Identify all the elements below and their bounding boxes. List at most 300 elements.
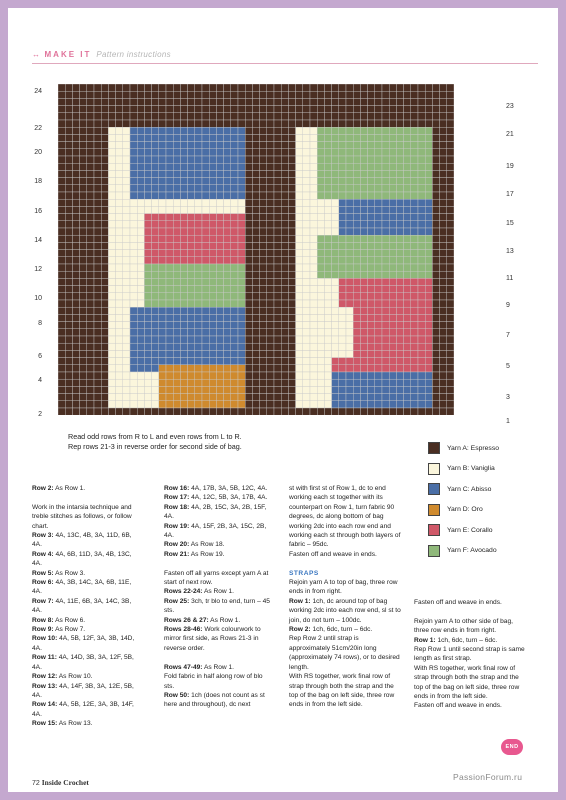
- chart-cell: [87, 185, 94, 192]
- chart-cell: [123, 264, 130, 271]
- chart-cell: [432, 343, 439, 350]
- chart-cell: [216, 250, 223, 257]
- chart-cell: [317, 120, 324, 127]
- chart-cell: [224, 322, 231, 329]
- chart-cell: [152, 293, 159, 300]
- chart-cell: [324, 242, 331, 249]
- chart-cell: [310, 91, 317, 98]
- row-number-right: 23: [506, 103, 514, 110]
- chart-cell: [296, 286, 303, 293]
- chart-cell: [94, 192, 101, 199]
- chart-cell: [389, 322, 396, 329]
- chart-cell: [396, 271, 403, 278]
- chart-cell: [224, 350, 231, 357]
- chart-cell: [303, 350, 310, 357]
- chart-cell: [267, 127, 274, 134]
- chart-cell: [396, 84, 403, 91]
- chart-cell: [173, 329, 180, 336]
- chart-cell: [274, 156, 281, 163]
- chart-cell: [260, 221, 267, 228]
- chart-cell: [180, 163, 187, 170]
- chart-cell: [231, 408, 238, 415]
- chart-cell: [238, 142, 245, 149]
- chart-cell: [432, 221, 439, 228]
- chart-cell: [274, 286, 281, 293]
- chart-cell: [58, 271, 65, 278]
- chart-cell: [440, 149, 447, 156]
- chart-cell: [310, 113, 317, 120]
- chart-cell: [317, 322, 324, 329]
- chart-cell: [108, 206, 115, 213]
- chart-cell: [440, 408, 447, 415]
- chart-cell: [144, 343, 151, 350]
- chart-cell: [346, 365, 353, 372]
- chart-cell: [72, 235, 79, 242]
- chart-cell: [231, 293, 238, 300]
- chart-cell: [231, 156, 238, 163]
- chart-cell: [260, 300, 267, 307]
- chart-cell: [267, 401, 274, 408]
- chart-cell: [332, 134, 339, 141]
- chart-cell: [159, 307, 166, 314]
- chart-cell: [339, 401, 346, 408]
- chart-cell: [310, 84, 317, 91]
- chart-cell: [288, 235, 295, 242]
- chart-cell: [353, 170, 360, 177]
- chart-cell: [267, 329, 274, 336]
- chart-cell: [360, 235, 367, 242]
- chart-cell: [274, 142, 281, 149]
- chart-cell: [72, 156, 79, 163]
- legend-label: Yarn C: Abisso: [447, 485, 492, 493]
- chart-cell: [418, 149, 425, 156]
- chart-cell: [224, 235, 231, 242]
- chart-cell: [216, 293, 223, 300]
- instruction-paragraph: [32, 616, 140, 625]
- chart-cell: [288, 329, 295, 336]
- chart-cell: [375, 322, 382, 329]
- chart-cell: [368, 350, 375, 357]
- chart-cell: [209, 185, 216, 192]
- chart-cell: [375, 235, 382, 242]
- chart-cell: [209, 199, 216, 206]
- chart-cell: [87, 199, 94, 206]
- chart-cell: [152, 192, 159, 199]
- chart-cell: [317, 163, 324, 170]
- chart-cell: [281, 228, 288, 235]
- chart-cell: [137, 408, 144, 415]
- chart-cell: [137, 401, 144, 408]
- chart-cell: [310, 322, 317, 329]
- chart-cell: [72, 408, 79, 415]
- chart-cell: [101, 365, 108, 372]
- legend-item: [428, 459, 499, 480]
- chart-cell: [94, 271, 101, 278]
- chart-cell: [288, 142, 295, 149]
- chart-cell: [94, 350, 101, 357]
- chart-cell: [346, 408, 353, 415]
- chart-cell: [317, 394, 324, 401]
- chart-cell: [267, 185, 274, 192]
- chart-cell: [80, 106, 87, 113]
- chart-cell: [130, 170, 137, 177]
- chart-cell: [396, 242, 403, 249]
- chart-cell: [245, 394, 252, 401]
- chart-cell: [260, 394, 267, 401]
- chart-cell: [447, 206, 454, 213]
- chart-cell: [324, 365, 331, 372]
- chart-cell: [317, 98, 324, 105]
- chart-cell: [332, 235, 339, 242]
- chart-cell: [209, 134, 216, 141]
- chart-cell: [166, 329, 173, 336]
- chart-cell: [389, 372, 396, 379]
- chart-cell: [288, 300, 295, 307]
- row-number-left: 6: [38, 353, 42, 360]
- chart-cell: [159, 322, 166, 329]
- chart-cell: [432, 206, 439, 213]
- chart-cell: [440, 314, 447, 321]
- chart-cell: [116, 293, 123, 300]
- chart-cell: [267, 84, 274, 91]
- chart-cell: [238, 271, 245, 278]
- instruction-paragraph: [32, 503, 140, 531]
- chart-cell: [389, 185, 396, 192]
- chart-cell: [274, 192, 281, 199]
- chart-cell: [108, 91, 115, 98]
- chart-cell: [209, 221, 216, 228]
- chart-cell: [360, 379, 367, 386]
- chart-cell: [432, 401, 439, 408]
- instruction-paragraph: [289, 634, 401, 672]
- chart-cell: [353, 286, 360, 293]
- chart-cell: [360, 142, 367, 149]
- chart-cell: [144, 336, 151, 343]
- chart-cell: [108, 106, 115, 113]
- chart-cell: [94, 98, 101, 105]
- chart-cell: [425, 372, 432, 379]
- chart-cell: [252, 178, 259, 185]
- chart-cell: [267, 149, 274, 156]
- chart-cell: [72, 185, 79, 192]
- chart-cell: [440, 235, 447, 242]
- chart-cell: [296, 314, 303, 321]
- chart-cell: [188, 242, 195, 249]
- chart-cell: [360, 358, 367, 365]
- chart-cell: [108, 336, 115, 343]
- chart-cell: [252, 365, 259, 372]
- chart-cell: [159, 178, 166, 185]
- chart-cell: [339, 156, 346, 163]
- chart-cell: [152, 300, 159, 307]
- chart-cell: [159, 286, 166, 293]
- chart-cell: [202, 156, 209, 163]
- chart-cell: [137, 192, 144, 199]
- chart-cell: [404, 156, 411, 163]
- chart-cell: [152, 365, 159, 372]
- chart-cell: [188, 343, 195, 350]
- chart-cell: [188, 314, 195, 321]
- chart-cell: [80, 401, 87, 408]
- chart-cell: [252, 106, 259, 113]
- chart-cell: [231, 322, 238, 329]
- chart-cell: [130, 358, 137, 365]
- chart-cell: [360, 372, 367, 379]
- chart-cell: [447, 235, 454, 242]
- chart-cell: [188, 221, 195, 228]
- chart-cell: [303, 322, 310, 329]
- chart-cell: [332, 199, 339, 206]
- chart-cell: [108, 149, 115, 156]
- chart-cell: [72, 113, 79, 120]
- instruction-paragraph: [164, 663, 274, 672]
- row-label: Row 15:: [32, 720, 58, 728]
- chart-cell: [152, 242, 159, 249]
- chart-cell: [339, 185, 346, 192]
- chart-cell: [281, 106, 288, 113]
- chart-cell: [360, 91, 367, 98]
- chart-cell: [180, 408, 187, 415]
- row-number-left: 2: [38, 411, 42, 418]
- chart-cell: [87, 242, 94, 249]
- instruction-text: 4A, 15F, 2B, 3A, 15C, 2B, 4A.: [164, 522, 267, 540]
- chart-cell: [360, 134, 367, 141]
- chart-cell: [404, 286, 411, 293]
- chart-cell: [396, 329, 403, 336]
- chart-cell: [440, 142, 447, 149]
- chart-cell: [332, 271, 339, 278]
- chart-cell: [195, 300, 202, 307]
- chart-cell: [72, 106, 79, 113]
- chart-cell: [188, 336, 195, 343]
- chart-cell: [317, 228, 324, 235]
- chart-cell: [339, 307, 346, 314]
- chart-cell: [80, 228, 87, 235]
- chart-cell: [224, 106, 231, 113]
- chart-cell: [375, 106, 382, 113]
- chart-cell: [411, 401, 418, 408]
- chart-cell: [173, 314, 180, 321]
- chart-cell: [101, 127, 108, 134]
- chart-cell: [396, 293, 403, 300]
- chart-cell: [418, 408, 425, 415]
- chart-cell: [159, 293, 166, 300]
- chart-cell: [368, 250, 375, 257]
- chart-cell: [310, 257, 317, 264]
- chart-cell: [332, 250, 339, 257]
- chart-cell: [137, 235, 144, 242]
- chart-cell: [281, 221, 288, 228]
- chart-cell: [108, 350, 115, 357]
- chart-cell: [173, 98, 180, 105]
- chart-cell: [216, 149, 223, 156]
- swatch-abisso-icon: [428, 483, 440, 495]
- chart-cell: [317, 106, 324, 113]
- chart-cell: [404, 120, 411, 127]
- chart-cell: [80, 365, 87, 372]
- chart-cell: [252, 293, 259, 300]
- chart-cell: [296, 156, 303, 163]
- chart-cell: [123, 358, 130, 365]
- chart-cell: [166, 113, 173, 120]
- chart-cell: [137, 365, 144, 372]
- chart-cell: [238, 278, 245, 285]
- chart-cell: [116, 98, 123, 105]
- chart-cell: [238, 322, 245, 329]
- chart-cell: [58, 84, 65, 91]
- chart-cell: [188, 178, 195, 185]
- chart-cell: [317, 271, 324, 278]
- chart-cell: [296, 199, 303, 206]
- chart-cell: [418, 293, 425, 300]
- chart-cell: [245, 228, 252, 235]
- chart-cell: [209, 106, 216, 113]
- chart-cell: [389, 286, 396, 293]
- chart-cell: [166, 178, 173, 185]
- chart-cell: [87, 106, 94, 113]
- chart-cell: [123, 106, 130, 113]
- chart-cell: [432, 127, 439, 134]
- chart-cell: [188, 120, 195, 127]
- chart-cell: [231, 343, 238, 350]
- chart-cell: [238, 178, 245, 185]
- chart-cell: [281, 120, 288, 127]
- chart-cell: [224, 113, 231, 120]
- chart-cell: [224, 170, 231, 177]
- chart-cell: [173, 286, 180, 293]
- chart-cell: [94, 142, 101, 149]
- chart-cell: [396, 235, 403, 242]
- chart-cell: [152, 250, 159, 257]
- chart-cell: [396, 91, 403, 98]
- chart-cell: [108, 98, 115, 105]
- chart-cell: [130, 235, 137, 242]
- chart-cell: [238, 343, 245, 350]
- chart-cell: [296, 98, 303, 105]
- chart-cell: [231, 271, 238, 278]
- chart-cell: [317, 250, 324, 257]
- chart-cell: [324, 127, 331, 134]
- chart-cell: [396, 386, 403, 393]
- chart-cell: [324, 394, 331, 401]
- chart-cell: [238, 214, 245, 221]
- chart-cell: [382, 286, 389, 293]
- chart-cell: [274, 228, 281, 235]
- chart-cell: [360, 185, 367, 192]
- chart-cell: [108, 170, 115, 177]
- chart-cell: [382, 350, 389, 357]
- chart-cell: [411, 221, 418, 228]
- row-label: Row 1:: [414, 636, 436, 644]
- chart-cell: [389, 358, 396, 365]
- chart-cell: [123, 250, 130, 257]
- chart-cell: [238, 394, 245, 401]
- chart-cell: [447, 199, 454, 206]
- chart-cell: [346, 228, 353, 235]
- chart-cell: [58, 163, 65, 170]
- chart-cell: [368, 149, 375, 156]
- chart-cell: [173, 149, 180, 156]
- chart-cell: [375, 84, 382, 91]
- chart-cell: [396, 221, 403, 228]
- chart-cell: [58, 192, 65, 199]
- chart-cell: [159, 185, 166, 192]
- chart-cell: [317, 358, 324, 365]
- chart-cell: [116, 214, 123, 221]
- chart-cell: [303, 156, 310, 163]
- chart-cell: [245, 206, 252, 213]
- chart-cell: [425, 206, 432, 213]
- chart-cell: [440, 113, 447, 120]
- chart-cell: [195, 386, 202, 393]
- chart-cell: [288, 293, 295, 300]
- instruction-text: 4A, 5B, 12F, 3A, 3B, 14D, 4A.: [32, 635, 135, 652]
- row-number-right: 3: [506, 394, 510, 401]
- instruction-paragraph: [32, 682, 140, 701]
- chart-cell: [224, 163, 231, 170]
- instruction-paragraph: [164, 587, 274, 596]
- chart-cell: [425, 250, 432, 257]
- chart-cell: [418, 120, 425, 127]
- row-label: Row 2:: [32, 485, 54, 492]
- chart-cell: [303, 178, 310, 185]
- chart-cell: [425, 235, 432, 242]
- chart-cell: [353, 372, 360, 379]
- chart-cell: [173, 271, 180, 278]
- chart-cell: [346, 163, 353, 170]
- chart-cell: [144, 293, 151, 300]
- chart-cell: [389, 214, 396, 221]
- chart-cell: [180, 314, 187, 321]
- chart-cell: [447, 408, 454, 415]
- chart-cell: [418, 386, 425, 393]
- chart-cell: [368, 142, 375, 149]
- row-label: Row 2:: [289, 626, 311, 634]
- chart-cell: [80, 408, 87, 415]
- chart-cell: [202, 192, 209, 199]
- chart-cell: [216, 336, 223, 343]
- chart-cell: [65, 185, 72, 192]
- chart-cell: [80, 300, 87, 307]
- chart-cell: [411, 106, 418, 113]
- chart-cell: [231, 257, 238, 264]
- chart-cell: [296, 278, 303, 285]
- chart-cell: [152, 206, 159, 213]
- chart-cell: [296, 120, 303, 127]
- chart-cell: [238, 350, 245, 357]
- chart-cell: [281, 343, 288, 350]
- chart-cell: [418, 264, 425, 271]
- chart-cell: [108, 156, 115, 163]
- chart-cell: [58, 300, 65, 307]
- chart-cell: [238, 242, 245, 249]
- chart-cell: [216, 170, 223, 177]
- chart-cell: [375, 250, 382, 257]
- chart-cell: [159, 120, 166, 127]
- chart-cell: [116, 307, 123, 314]
- chart-cell: [339, 271, 346, 278]
- chart-cell: [396, 185, 403, 192]
- chart-cell: [108, 242, 115, 249]
- chart-cell: [87, 134, 94, 141]
- chart-cell: [310, 156, 317, 163]
- chart-cell: [375, 365, 382, 372]
- chart-cell: [404, 372, 411, 379]
- chart-cell: [353, 235, 360, 242]
- chart-cell: [346, 386, 353, 393]
- chart-cell: [173, 386, 180, 393]
- chart-cell: [332, 350, 339, 357]
